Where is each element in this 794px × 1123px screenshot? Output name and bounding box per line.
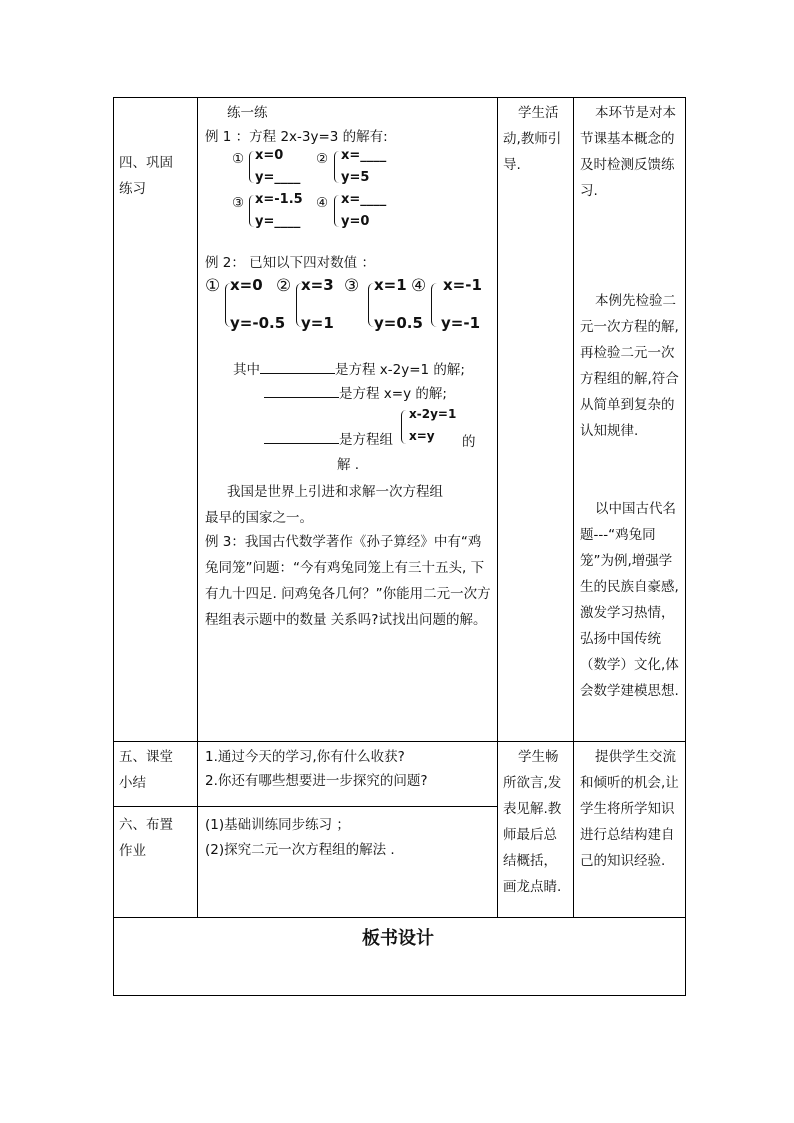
- section-label-homework-1: 六、布置: [119, 817, 173, 833]
- summary-activity: 学生畅所欲言,发表见解.教师最后总结概括，画龙点睛.: [503, 749, 562, 895]
- board-design-title: 板书设计: [362, 928, 434, 949]
- brace-icon: [401, 410, 406, 444]
- section-label-summary-2: 小结: [119, 775, 146, 791]
- system-top: x=3: [301, 276, 334, 294]
- question-3-end: 解 .: [337, 457, 360, 473]
- system-bottom: y=____: [255, 170, 301, 185]
- col-divider-2: [497, 97, 498, 918]
- brace-icon: [334, 151, 339, 183]
- example-3-text: 例 3：我国古代数学著作《孙子算经》中有“鸡兔同笼”问题：“今有鸡兔同笼上有三十五头, 下有九十四足. 问鸡兔各几何？”你能用二元一次方程组表示题中的数量 关系吗?试找出问题的解。: [205, 534, 491, 628]
- system-top: x=1: [374, 276, 407, 294]
- history-line-1: 我国是世界上引进和求解一次方程组: [227, 484, 443, 500]
- table-border-top: [113, 97, 686, 98]
- question-prefix: 其中: [233, 362, 260, 378]
- section-label-summary-1: 五、课堂: [119, 749, 173, 765]
- example-2-question-1: [233, 357, 465, 383]
- practice-activity: 学生活动,教师引导.: [503, 105, 562, 173]
- circled-number: ②: [316, 151, 329, 167]
- circled-number: ④: [411, 276, 427, 296]
- system-bottom: y=-1: [441, 314, 481, 332]
- practice-intent-2: 本例先检验二元一次方程的解,再检验二元一次方程组的解,符合从简单到复杂的认知规律.: [580, 293, 679, 439]
- circled-number: ②: [276, 276, 292, 296]
- homework-item-2: (2)探究二元一次方程组的解法 .: [205, 842, 395, 858]
- row-divider-practice: [113, 741, 686, 742]
- homework-item-1: (1)基础训练同步练习 ；: [205, 817, 350, 833]
- system-top: x=-1: [443, 276, 482, 294]
- row-divider-board: [113, 917, 686, 918]
- system-top: x=____: [341, 148, 387, 163]
- practice-intent-1: 本环节是对本节课基本概念的及时检测反馈练习.: [580, 105, 676, 199]
- circled-number: ③: [344, 276, 360, 296]
- system-top: x=-1.5: [255, 192, 303, 207]
- circled-number: ③: [232, 195, 245, 211]
- section-label-practice-2: 练习: [119, 181, 146, 197]
- section-label-practice-1: 四、巩固: [119, 155, 173, 171]
- col-divider-3: [573, 97, 574, 918]
- practice-heading: 练一练: [227, 105, 268, 121]
- practice-intent-3: 以中国古代名题---“鸡兔同笼”为例,增强学生的民族自豪感,激发学习热情，弘扬中国传统（数学）文化,体会数学建模思想.: [580, 501, 679, 699]
- system-top: x=0: [230, 276, 263, 294]
- system-top: x=0: [255, 148, 284, 163]
- circled-number: ①: [205, 276, 221, 296]
- summary-item-1: 1.通过今天的学习,你有什么收获?: [205, 749, 405, 765]
- history-line-2: 最早的国家之一。: [205, 510, 313, 526]
- row-divider-summary: [113, 806, 498, 807]
- question-suffix: 是方程组: [339, 432, 393, 448]
- system-bottom: y=____: [255, 214, 301, 229]
- system-bottom: y=0: [341, 214, 370, 229]
- system-bottom: y=5: [341, 170, 370, 185]
- example-2-title: 例 2： 已知以下四对数值 ：: [205, 255, 375, 271]
- system-bottom: x=y: [409, 429, 435, 443]
- circled-number: ①: [232, 151, 245, 167]
- question-suffix: 是方程 x-2y=1 的解;: [335, 362, 465, 378]
- brace-icon: [431, 283, 437, 327]
- table-border-bottom: [113, 995, 686, 996]
- brace-icon: [249, 151, 254, 183]
- answer-blank-2[interactable]: [264, 383, 339, 398]
- answer-blank-1[interactable]: [260, 359, 335, 374]
- answer-blank-3[interactable]: [264, 429, 339, 444]
- col-divider-1: [197, 97, 198, 918]
- system-bottom: y=1: [301, 314, 334, 332]
- brace-icon: [334, 195, 339, 227]
- example-1-title: 例 1 ：方程 2x-3y=3 的解有:: [205, 129, 388, 145]
- summary-item-2: 2.你还有哪些想要进一步探究的问题?: [205, 773, 428, 789]
- circled-number: ④: [316, 195, 329, 211]
- system-bottom: y=-0.5: [230, 314, 286, 332]
- system-bottom: y=0.5: [374, 314, 423, 332]
- question-3-de: 的: [462, 434, 476, 450]
- system-top: x-2y=1: [409, 407, 457, 421]
- system-top: x=____: [341, 192, 387, 207]
- table-border-right: [685, 97, 686, 996]
- question-suffix: 是方程 x=y 的解;: [339, 386, 447, 402]
- summary-intent: 提供学生交流和倾听的机会,让学生将所学知识进行总结构建自己的知识经验.: [580, 749, 679, 869]
- brace-icon: [249, 195, 254, 227]
- table-border-left: [113, 97, 114, 996]
- example-2-question-3: [264, 427, 393, 453]
- section-label-homework-2: 作业: [119, 843, 146, 859]
